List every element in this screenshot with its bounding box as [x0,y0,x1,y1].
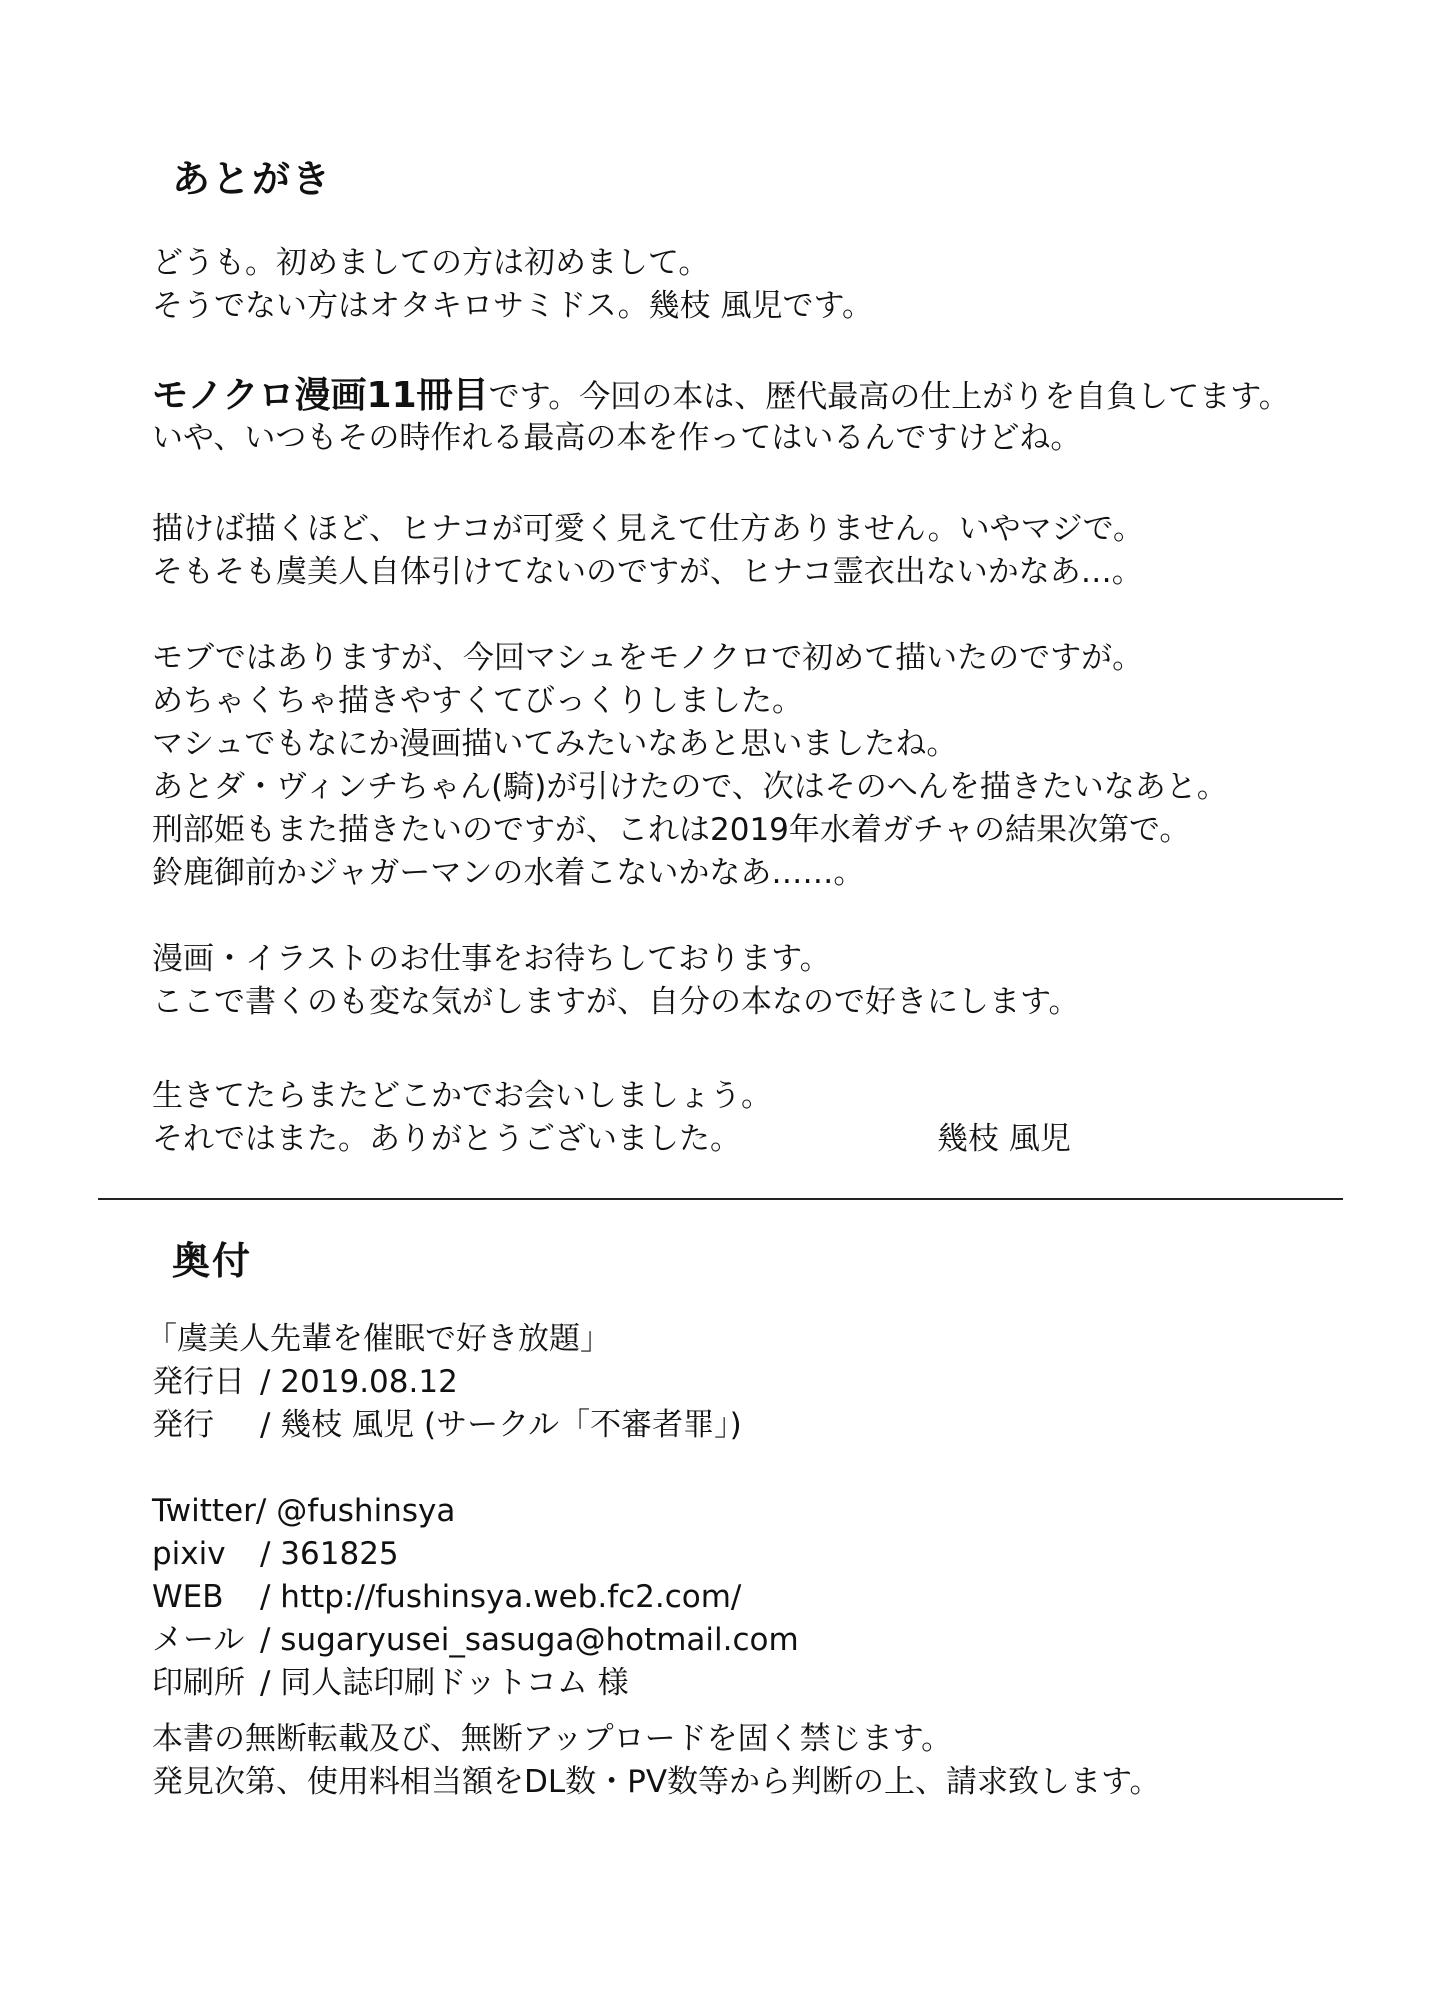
row-value: / @fushinsya [255,1493,456,1529]
colophon-row-date [152,1361,742,1404]
text-segment: です。今回の本は、歴代最高の仕上がりを自負してます。 [488,379,1290,415]
text-line: どうも。初めましての方は初めまして。 [152,245,710,281]
text-line: 生きてたらまたどこかでお会いしましょう。 [152,1078,772,1114]
text-line: 発見次第、使用料相当額をDL数・PV数等から判断の上、請求致します。 [152,1764,1161,1800]
text-line: 本書の無断転載及び、無断アップロードを固く禁じます。 [152,1721,953,1757]
row-label: 発行日 [152,1364,245,1400]
afterword-paragraph-2 [152,374,1290,460]
row-value: / 2019.08.12 [260,1364,458,1400]
section-divider [98,1198,1343,1200]
colophon-row-mail [152,1619,799,1662]
book-title: 「虞美人先輩を催眠で好き放題」 [146,1321,611,1357]
row-label: 印刷所 [152,1665,245,1701]
row-value: / sugaryusei_sasuga@hotmail.com [260,1622,799,1658]
row-label: Twitter [152,1493,256,1529]
row-value: / http://fushinsya.web.fc2.com/ [260,1579,742,1615]
colophon-row-publisher [152,1404,742,1447]
afterword-heading: あとがき [172,157,333,201]
text-line: 鈴鹿御前かジャガーマンの水着こないかなあ……。 [152,855,865,891]
afterword-paragraph-3 [152,508,1144,594]
afterword-paragraph-6 [152,1075,772,1161]
colophon-row-printer [152,1662,799,1705]
text-line: そうでない方はオタキロサミドス。幾枝 風児です。 [152,288,873,324]
author-signature: 幾枝 風児 [937,1121,1071,1157]
colophon-contact-info [152,1490,799,1705]
text-line: マシュでもなにか漫画描いてみたいなあと思いましたね。 [152,726,958,762]
colophon-book-title [146,1318,611,1361]
row-value: / 同人誌印刷ドットコム 様 [260,1665,629,1701]
text-line: それではまた。ありがとうございました。 [152,1121,741,1157]
text-line: 描けば描くほど、ヒナコが可愛く見えて仕方ありません。いやマジで。 [152,511,1144,547]
emphasis-text: モノクロ漫画11冊目 [152,375,489,416]
afterword-paragraph-5 [152,938,1080,1024]
text-line: そもそも虞美人自体引けてないのですが、ヒナコ霊衣出ないかなあ…。 [152,554,1143,590]
row-value: / 361825 [260,1536,399,1572]
colophon-row-twitter [152,1490,799,1533]
colophon-publication-info [152,1361,742,1447]
colophon-row-pixiv [152,1533,799,1576]
text-line: 刑部姫もまた描きたいのですが、これは2019年水着ガチャの結果次第で。 [152,812,1191,848]
row-label: 発行 [152,1407,214,1443]
afterword-paragraph-4 [152,637,1228,895]
text-line: あとダ・ヴィンチちゃん(騎)が引けたので、次はそのへんを描きたいなあと。 [152,769,1228,805]
text-line: モブではありますが、今回マシュをモノクロで初めて描いたのですが。 [152,640,1144,676]
text-line [152,374,1290,417]
text-line: 漫画・イラストのお仕事をお待ちしております。 [152,941,831,977]
text-line: いや、いつもその時作れる最高の本を作ってはいるんですけどね。 [152,420,1082,456]
row-label: pixiv [152,1536,226,1572]
afterword-paragraph-1 [152,242,873,328]
text-line: ここで書くのも変な気がしますが、自分の本なので好きにします。 [152,984,1080,1020]
colophon-notice [152,1718,1161,1804]
row-label: WEB [152,1579,224,1615]
row-value: / 幾枝 風児 (サークル「不審者罪」) [260,1407,742,1443]
colophon-row-web [152,1576,799,1619]
row-label: メール [152,1622,245,1658]
text-line: めちゃくちゃ描きやすくてびっくりしました。 [152,683,803,719]
colophon-heading: 奥付 [172,1239,253,1283]
